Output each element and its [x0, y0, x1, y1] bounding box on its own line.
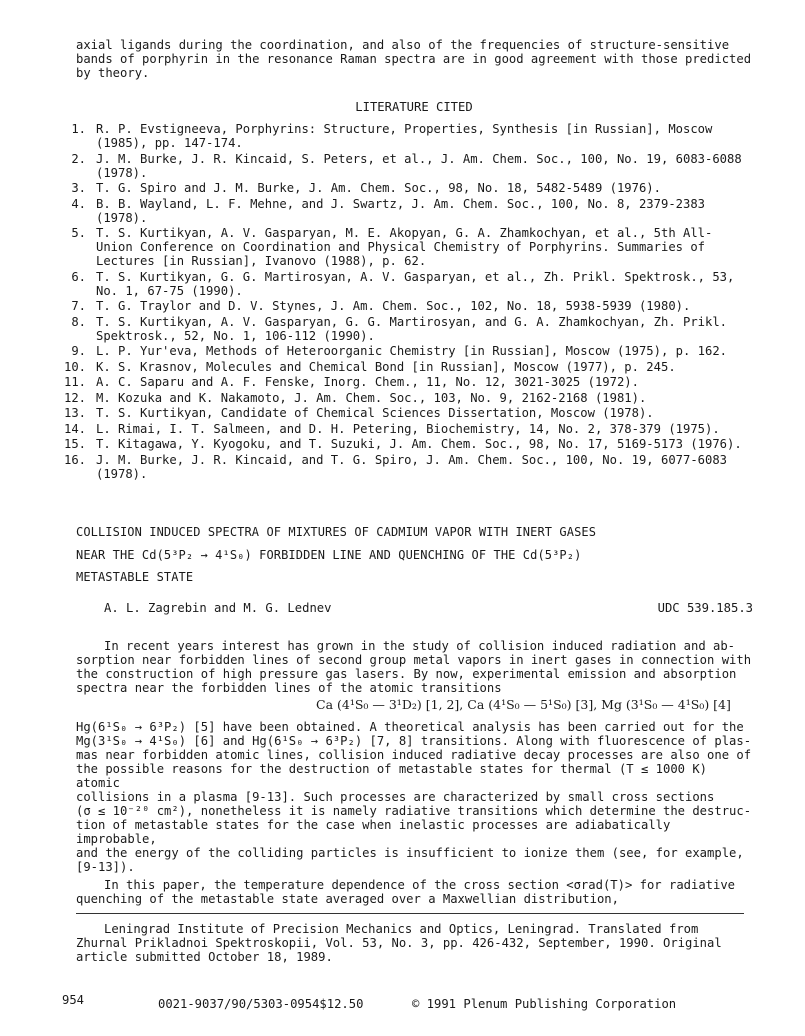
reference-text: T. G. Spiro and J. M. Burke, J. Am. Chem. Soc., 98, No. 18, 5482-5489 (1976). — [96, 181, 661, 195]
reference-item — [56, 226, 756, 268]
reference-item — [56, 453, 756, 481]
reference-item — [56, 299, 756, 313]
reference-text: R. P. Evstigneeva, Porphyrins: Structure, Properties, Synthesis [in Russian], Moscow (1985), pp. 147-174. — [96, 122, 713, 150]
reference-text: T. S. Kurtikyan, G. G. Martirosyan, A. V. Gasparyan, et al., Zh. Prikl. Spektrosk., 53, No. 1, 67-75 (1990). — [96, 269, 735, 298]
analysis-paragraph: Hg(6¹S₀ → 6³P₂) [5] have been obtained. A theoretical analysis has been carried out for the Mg(3¹S₀ → 4¹S₀) [6] and Hg(6¹S₀ → 6³P₂) [7, 8] transitions. Along with fluorescence of plas- mas near forbidden atomic lines, collision induced radiative decay processes are also one of the possible reasons for the destruction of metastable states for thermal (T ≤ 1000 K) atomic collisions in a plasma [9-13]. Such processes are characterized by small cross sections (σ ≤ 10⁻²⁰ cm²), nonetheless it is namely radiative transitions which determine the destruc- tion of metastable states for the case when inelastic processes are adiabatically improbable, and the energy of the colliding particles is insufficient to ionize them (see, for example, [9-13]). — [76, 720, 752, 874]
reference-text: T. S. Kurtikyan, Candidate of Chemical Sciences Dissertation, Moscow (1978). — [96, 406, 654, 420]
intro-paragraph: In recent years interest has grown in the study of collision induced radiation and ab- sorption near forbidden lines of second group metal vapors in inert gases in connection with the construction of high pressure gas lasers. By now, experimental emission and absorption spectra near the forbidden lines of the atomic transitions — [76, 639, 752, 695]
reference-item — [56, 315, 756, 343]
reference-number: 9. — [71, 344, 86, 358]
reference-number: 15. — [63, 437, 86, 451]
reference-item — [56, 152, 756, 180]
reference-item — [56, 406, 756, 420]
footnote-affiliation: Leningrad Institute of Precision Mechanics and Optics, Leningrad. Translated from Zhurnal Prikladnoi Spektroskopii, Vol. 53, No. 3, pp. 426-432, September, 1990. Original article submitted October 18, 1989. — [76, 922, 722, 964]
reference-number: 12. — [63, 390, 86, 405]
reference-number: 13. — [63, 406, 86, 420]
reference-text: B. B. Wayland, L. F. Mehne, and J. Swartz, J. Am. Chem. Soc., 100, No. 8, 2379-2383 (1978). — [96, 196, 706, 225]
reference-text: T. S. Kurtikyan, A. V. Gasparyan, M. E. Akopyan, G. A. Zhamkochyan, et al., 5th All- Union Conference on Coordination and Physical Chemistry of Porphyrins. Summaries of Lectures [in Russian], Ivanovo (1988), p. 62. — [96, 226, 713, 268]
reference-number: 6. — [71, 269, 86, 284]
copyright-notice: © 1991 Plenum Publishing Corporation — [412, 997, 677, 1011]
reference-text: A. C. Saparu and A. F. Fenske, Inorg. Chem., 11, No. 12, 3021-3025 (1972). — [96, 375, 639, 389]
article-title-line-1: COLLISION INDUCED SPECTRA OF MIXTURES OF CADMIUM VAPOR WITH INERT GASES — [76, 525, 597, 539]
reference-item — [56, 375, 756, 389]
reference-number: 1. — [71, 122, 86, 136]
article-title-line-3: METASTABLE STATE — [76, 570, 194, 584]
reference-text: T. G. Traylor and D. V. Stynes, J. Am. Chem. Soc., 102, No. 18, 5938-5939 (1980). — [96, 299, 691, 313]
reference-number: 16. — [63, 452, 86, 467]
reference-number: 4. — [71, 196, 86, 211]
reference-text: L. Rimai, I. T. Salmeen, and D. H. Petering, Biochemistry, 14, No. 2, 378-379 (1975). — [96, 421, 720, 436]
reference-item — [56, 270, 756, 298]
transition-formula: Ca (4¹S₀ — 3¹D₂) [1, 2], Ca (4¹S₀ — 5¹S₀) [3], Mg (3¹S₀ — 4¹S₀) [4] — [316, 697, 731, 712]
reference-text: J. M. Burke, J. R. Kincaid, S. Peters, et al., J. Am. Chem. Soc., 100, No. 19, 6083-6088 (1978). — [96, 151, 742, 180]
reference-item — [56, 437, 756, 451]
reference-item — [56, 122, 756, 150]
reference-text: T. S. Kurtikyan, A. V. Gasparyan, G. G. Martirosyan, and G. A. Zhamkochyan, Zh. Prikl. Spektrosk., 52, No. 1, 106-112 (1990). — [96, 314, 728, 343]
reference-number: 3. — [71, 181, 86, 195]
reference-item — [56, 391, 756, 405]
footnote-rule — [76, 913, 744, 914]
reference-number: 5. — [71, 226, 86, 240]
reference-text: K. S. Krasnov, Molecules and Chemical Bond [in Russian], Moscow (1977), p. 245. — [96, 359, 676, 374]
reference-text: M. Kozuka and K. Nakamoto, J. Am. Chem. Soc., 103, No. 9, 2162-2168 (1981). — [96, 390, 647, 405]
method-paragraph: In this paper, the temperature dependence of the cross section <σrad(T)> for radiative quenching of the metastable state averaged over a Maxwellian distribution, — [76, 878, 736, 906]
continuation-paragraph: axial ligands during the coordination, and also of the frequencies of structure-sensitive bands of porphyrin in the resonance Raman spectra are in good agreement with those predicted by theory. — [76, 38, 752, 80]
article-title-line-2: NEAR THE Cd(5³P₂ → 4¹S₀) FORBIDDEN LINE AND QUENCHING OF THE Cd(5³P₂) — [76, 548, 582, 562]
reference-item — [56, 197, 756, 225]
reference-text: J. M. Burke, J. R. Kincaid, and T. G. Spiro, J. Am. Chem. Soc., 100, No. 19, 6077-6083 (1978). — [96, 452, 728, 481]
reference-number: 8. — [71, 314, 86, 329]
reference-item — [56, 422, 756, 436]
reference-list — [56, 122, 756, 482]
article-authors: A. L. Zagrebin and M. G. Lednev — [104, 601, 332, 615]
literature-heading: LITERATURE CITED — [355, 100, 473, 114]
reference-number: 10. — [63, 359, 86, 374]
issn-code: 0021-9037/90/5303-0954$12.50 — [158, 997, 364, 1011]
reference-item — [56, 360, 756, 374]
page-number: 954 — [62, 993, 85, 1007]
udc-code: UDC 539.185.3 — [657, 601, 753, 615]
reference-item — [56, 181, 756, 195]
reference-number: 7. — [71, 299, 86, 313]
reference-number: 11. — [63, 375, 86, 389]
reference-item — [56, 344, 756, 358]
reference-number: 2. — [71, 151, 86, 166]
reference-text: L. P. Yur'eva, Methods of Heteroorganic Chemistry [in Russian], Moscow (1975), p. 162. — [96, 344, 728, 358]
reference-number: 14. — [63, 421, 86, 436]
reference-text: T. Kitagawa, Y. Kyogoku, and T. Suzuki, J. Am. Chem. Soc., 98, No. 17, 5169-5173 (1976). — [96, 437, 742, 451]
